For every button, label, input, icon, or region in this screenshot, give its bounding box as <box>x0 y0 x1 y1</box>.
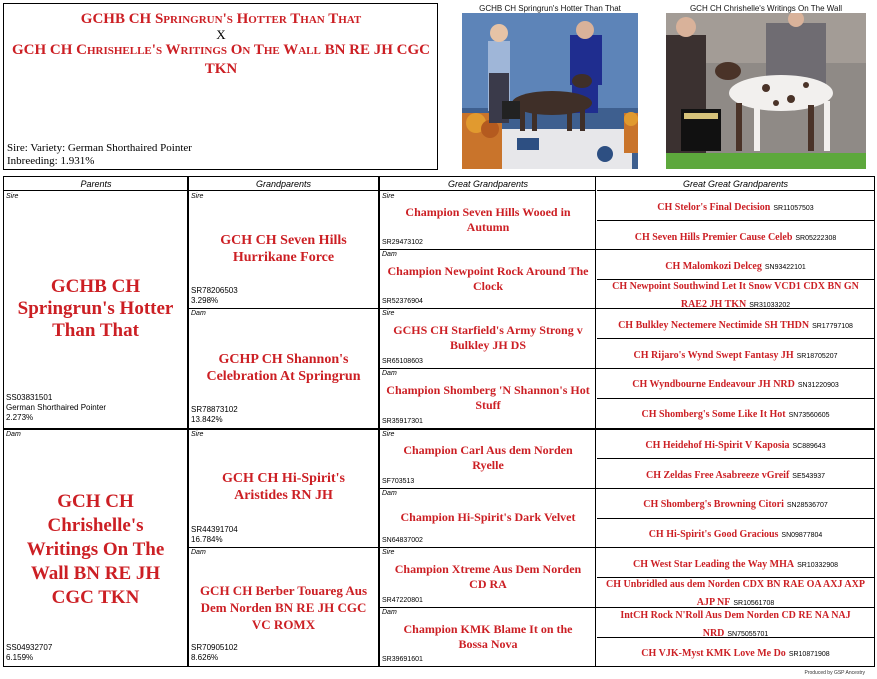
ggg-name: CH Wyndbourne Endeavour JH NRD <box>632 379 795 390</box>
dam-photo-caption: GCH CH Chrishelle's Writings On The Wall <box>689 4 843 13</box>
great-great-grandparent-cell[interactable] <box>597 608 874 638</box>
parent-sire-pct: 2.273% <box>6 413 34 422</box>
ggg-name: CH Hi-Spirit's Good Gracious <box>648 529 779 540</box>
great-grandparent-reg: SR65108603 <box>382 358 423 365</box>
great-great-grandparent-cell[interactable] <box>597 398 874 428</box>
sire-title: GCHB CH Springrun's Hotter Than That <box>80 11 362 27</box>
header-info <box>7 142 192 168</box>
great-grandparent-reg: SR39691601 <box>382 656 423 663</box>
parent-dam-pct: 6.159% <box>6 653 34 662</box>
sire-tag: Sire <box>6 193 19 200</box>
grandparent-tag: Dam <box>191 549 206 556</box>
ggg-name: CH Heidehof Hi-Spirit V Kaposia <box>645 440 790 451</box>
great-great-grandparent-cell[interactable] <box>597 309 874 339</box>
grandparent-name: GCH CH Berber Touareg Aus Dem Norden BN RE JH CGC VC ROMX <box>199 583 368 632</box>
grandparent-tag: Sire <box>191 193 204 200</box>
great-great-grandparent-cell[interactable] <box>597 459 874 489</box>
great-grandparent-tag: Dam <box>382 490 397 497</box>
ggg-reg: SE543937 <box>792 473 825 480</box>
great-great-grandparent-cell[interactable] <box>597 191 874 221</box>
ggg-name: CH Malomkozi Delceg <box>665 261 762 272</box>
great-grandparent-reg: SR52376904 <box>382 298 423 305</box>
great-grandparent-reg: SR35917301 <box>382 418 423 425</box>
cross-symbol: X <box>216 27 226 42</box>
ggg-reg: SN75055701 <box>727 631 769 638</box>
great-grandparent-cell[interactable] <box>380 250 596 308</box>
great-grandparent-reg: SR47220801 <box>382 597 423 604</box>
parent-sire-cell[interactable] <box>4 192 187 428</box>
ggg-name: CH Seven Hills Premier Cause Celeb <box>634 232 793 243</box>
ggg-reg: SN09877804 <box>781 532 823 539</box>
great-grandparent-name: Champion Shomberg 'N Shannon's Hot Stuff <box>386 383 590 412</box>
grandparent-name: GCH CH Seven Hills Hurrikane Force <box>220 233 347 265</box>
great-grandparent-cell[interactable] <box>380 309 596 368</box>
grandparent-reg: SR70905102 <box>191 643 238 652</box>
great-grandparent-tag: Dam <box>382 370 397 377</box>
grandparent-cell[interactable] <box>189 548 378 666</box>
great-great-grandparent-cell[interactable] <box>597 488 874 518</box>
ggg-reg: SR11057503 <box>773 205 814 212</box>
ggg-reg: SR31033202 <box>749 302 791 309</box>
parent-sire-breed: German Shorthaired Pointer <box>6 403 107 412</box>
grandparent-name: GCHP CH Shannon's Celebration At Springrun <box>206 352 361 384</box>
ggg-reg: SR10871908 <box>788 651 830 658</box>
dam-photo <box>666 13 866 169</box>
dam-tag: Dam <box>6 431 21 438</box>
grandparent-pct: 3.298% <box>191 296 219 305</box>
great-great-grandparent-cell[interactable] <box>597 368 874 398</box>
sire-photo-caption: GCHB CH Springrun's Hotter Than That <box>479 4 621 13</box>
litter-title <box>8 10 434 79</box>
column-header-parents: Parents <box>4 177 188 191</box>
parent-sire-reg: SS03831501 <box>6 393 53 402</box>
ggg-reg: SR17797108 <box>812 323 853 330</box>
great-grandparent-tag: Sire <box>382 549 395 556</box>
great-grandparent-name: Champion Carl Aus dem Norden Ryelle <box>403 443 573 472</box>
ggg-name: CH VJK-Myst KMK Love Me Do <box>641 648 786 659</box>
producer-credit: Produced by GSP Ancestry <box>804 670 865 676</box>
grandparent-cell[interactable] <box>189 430 378 547</box>
dam-title: GCH CH Chrishelle's Writings On The Wall BN RE JH CGC TKN <box>11 42 431 77</box>
column-header-grandparents: Grandparents <box>189 177 378 191</box>
great-grandparent-tag: Dam <box>382 251 397 258</box>
ggg-name: CH Stelor's Final Decision <box>657 202 771 213</box>
parent-dam-name: GCH CH Chrishelle's Writings On The Wall BN RE JH CGC TKN <box>26 491 165 608</box>
parent-dam-reg: SS04932707 <box>6 643 53 652</box>
ggg-reg: SR18705207 <box>796 353 838 360</box>
great-great-grandparent-cell[interactable] <box>597 637 874 667</box>
great-great-grandparent-cell[interactable] <box>597 221 874 251</box>
great-grandparent-name: GCHS CH Starfield's Army Strong v Bulkley JH DS <box>393 323 583 352</box>
column-header-great-grandparents: Great Grandparents <box>380 177 596 191</box>
great-grandparent-cell[interactable] <box>380 430 596 488</box>
great-grandparent-name: Champion Seven Hills Wooed in Autumn <box>405 205 571 234</box>
grandparent-reg: SR78206503 <box>191 286 238 295</box>
ggg-reg: SR10332908 <box>797 562 838 569</box>
ggg-name: CH Rijaro's Wynd Swept Fantasy JH <box>633 350 794 361</box>
inbreeding: Inbreeding: 1.931% <box>7 155 95 167</box>
great-great-grandparent-cell[interactable] <box>597 339 874 369</box>
parent-sire-name: GCHB CH Springrun's Hotter Than That <box>17 276 174 341</box>
litter-header <box>3 3 438 170</box>
grandparent-reg: SR44391704 <box>191 525 238 534</box>
great-grandparent-cell[interactable] <box>380 608 596 666</box>
great-grandparent-name: Champion Xtreme Aus Dem Norden CD RA <box>394 562 582 591</box>
ggg-name: CH West Star Leading the Way MHA <box>633 559 795 570</box>
ggg-reg: SN31220903 <box>797 382 839 389</box>
great-great-grandparent-cell[interactable] <box>597 429 874 459</box>
ggg-name: CH Shomberg's Browning Citori <box>643 499 784 510</box>
parent-dam-cell[interactable] <box>4 430 187 666</box>
grandparent-pct: 16.784% <box>191 535 223 544</box>
ggg-name: CH Bulkley Nectemere Nectimide SH THDN <box>618 320 810 331</box>
great-grandparent-cell[interactable] <box>380 489 596 547</box>
grandparent-cell[interactable] <box>189 309 378 428</box>
great-grandparent-tag: Dam <box>382 609 397 616</box>
great-great-grandparent-cell[interactable] <box>597 518 874 548</box>
ggg-name: CH Newpoint Southwind Let It Snow VCD1 CDX BN GN RAE2 JH TKN <box>612 281 859 310</box>
ggg-reg: SN93422101 <box>764 264 806 271</box>
great-grandparent-name: Champion Newpoint Rock Around The Clock <box>387 264 589 293</box>
ggg-reg: SR10561708 <box>733 600 775 607</box>
sire-photo <box>462 13 638 169</box>
great-grandparent-tag: Sire <box>382 310 395 317</box>
great-grandparent-cell[interactable] <box>380 548 596 607</box>
grandparent-tag: Dam <box>191 310 206 317</box>
grandparent-pct: 13.842% <box>191 415 223 424</box>
grandparent-reg: SR78873102 <box>191 405 238 414</box>
column-header-great-great-grandparents: Great Great Grandparents <box>597 177 874 191</box>
pedigree-grid <box>3 176 875 667</box>
sire-variety: Sire: Variety: German Shorthaired Pointer <box>7 142 192 154</box>
great-grandparent-reg: SR29473102 <box>382 239 423 246</box>
ggg-name: CH Shomberg's Some Like It Hot <box>641 409 786 420</box>
great-grandparent-reg: SN64837002 <box>382 537 423 544</box>
great-great-grandparent-cell[interactable] <box>597 577 874 607</box>
ggg-reg: SN28536707 <box>786 502 828 509</box>
grandparent-name: GCH CH Hi-Spirit's Aristides RN JH <box>222 471 345 503</box>
great-grandparent-cell[interactable] <box>380 192 596 249</box>
great-grandparent-tag: Sire <box>382 431 395 438</box>
great-grandparent-reg: SF703513 <box>382 478 415 485</box>
great-grandparent-tag: Sire <box>382 193 395 200</box>
ggg-reg: SN73560605 <box>788 412 830 419</box>
grandparent-pct: 8.626% <box>191 653 219 662</box>
grandparent-cell[interactable] <box>189 192 378 308</box>
ggg-reg: SC889643 <box>792 443 826 450</box>
ggg-reg: SR05222308 <box>795 235 837 242</box>
great-grandparent-cell[interactable] <box>380 369 596 428</box>
great-grandparent-name: Champion Hi-Spirit's Dark Velvet <box>400 510 576 524</box>
ggg-name: CH Unbridled aus dem Norden CDX BN RAE OA AXJ AXP AJP NF <box>606 579 865 608</box>
great-grandparent-name: Champion KMK Blame It on the Bossa Nova <box>403 622 573 651</box>
grandparent-tag: Sire <box>191 431 204 438</box>
ggg-name: CH Zeldas Free Asabreeze vGreif <box>645 470 790 481</box>
ggg-name: IntCH Rock N'Roll Aus Dem Norden CD RE NA NAJ NRD <box>620 610 851 639</box>
great-great-grandparent-cell[interactable] <box>597 279 874 309</box>
